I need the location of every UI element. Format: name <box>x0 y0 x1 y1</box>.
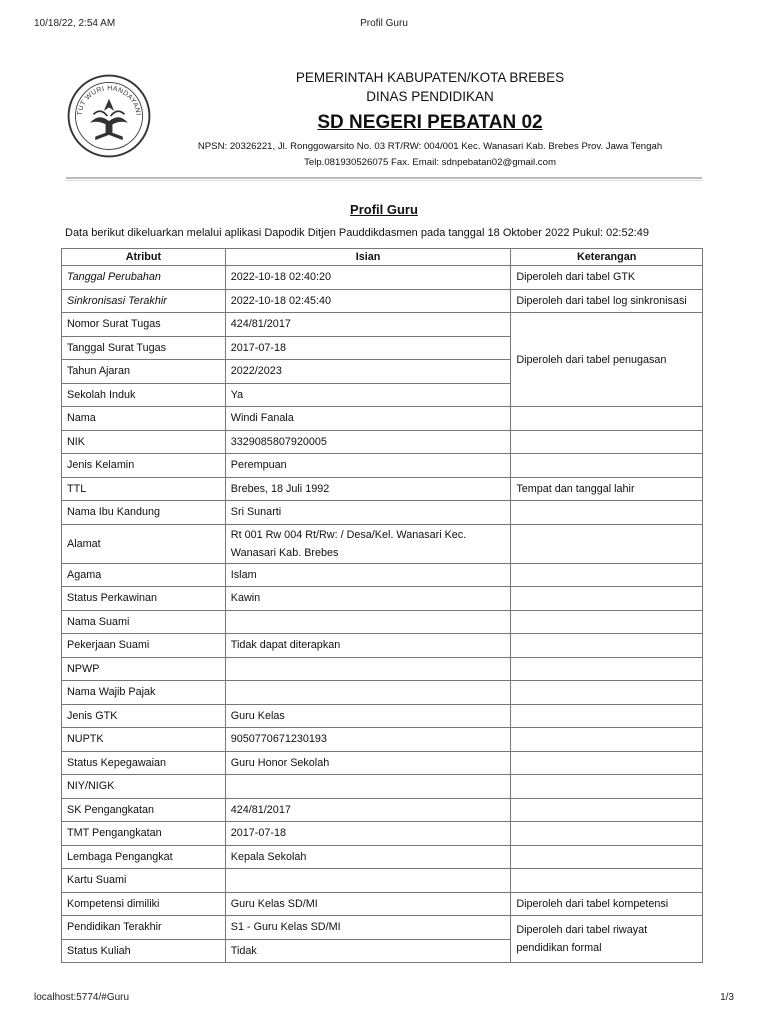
row-value: 424/81/2017 <box>225 313 511 337</box>
row-note: Diperoleh dari tabel penugasan <box>511 313 703 407</box>
row-attribute: NPWP <box>62 657 226 681</box>
row-value: 2022-10-18 02:40:20 <box>225 266 511 290</box>
row-attribute: NIY/NIGK <box>62 775 226 799</box>
table-row <box>62 313 703 337</box>
row-attribute: Alamat <box>62 524 226 563</box>
row-note <box>511 728 703 752</box>
row-note <box>511 501 703 525</box>
row-value: Guru Kelas SD/MI <box>225 892 511 916</box>
row-attribute: Pekerjaan Suami <box>62 634 226 658</box>
row-note: Diperoleh dari tabel kompetensi <box>511 892 703 916</box>
row-attribute: TTL <box>62 477 226 501</box>
row-value: 2017-07-18 <box>225 336 511 360</box>
row-note <box>511 657 703 681</box>
row-note <box>511 681 703 705</box>
table-row <box>62 610 703 634</box>
table-row <box>62 869 703 893</box>
table-row <box>62 563 703 587</box>
row-attribute: Nama <box>62 407 226 431</box>
column-header-atribut: Atribut <box>62 249 226 266</box>
table-row <box>62 822 703 846</box>
row-attribute: Nama Ibu Kandung <box>62 501 226 525</box>
table-row <box>62 587 703 611</box>
print-datetime: 10/18/22, 2:54 AM <box>34 18 116 29</box>
row-value: Tidak <box>225 939 511 963</box>
row-attribute: Status Kuliah <box>62 939 226 963</box>
school-name: SD NEGERI PEBATAN 02 <box>317 112 543 133</box>
table-row <box>62 501 703 525</box>
row-attribute: Tanggal Surat Tugas <box>62 336 226 360</box>
row-attribute: Jenis Kelamin <box>62 454 226 478</box>
row-attribute: Lembaga Pengangkat <box>62 845 226 869</box>
row-note <box>511 587 703 611</box>
row-note <box>511 454 703 478</box>
row-note <box>511 563 703 587</box>
row-attribute: Nama Suami <box>62 610 226 634</box>
svg-text:TUT WURI HANDAYANI: TUT WURI HANDAYANI <box>76 85 142 117</box>
row-attribute: Kompetensi dimiliki <box>62 892 226 916</box>
row-attribute: Status Perkawinan <box>62 587 226 611</box>
row-value: Windi Fanala <box>225 407 511 431</box>
row-value: Kepala Sekolah <box>225 845 511 869</box>
row-attribute: Nomor Surat Tugas <box>62 313 226 337</box>
row-value: Guru Honor Sekolah <box>225 751 511 775</box>
table-row <box>62 289 703 313</box>
row-value: Islam <box>225 563 511 587</box>
column-header-keterangan: Keterangan <box>511 249 703 266</box>
row-note <box>511 845 703 869</box>
row-note: Diperoleh dari tabel GTK <box>511 266 703 290</box>
row-attribute: Kartu Suami <box>62 869 226 893</box>
table-row <box>62 266 703 290</box>
row-value: Guru Kelas <box>225 704 511 728</box>
table-row <box>62 892 703 916</box>
row-attribute: Pendidikan Terakhir <box>62 916 226 940</box>
row-value: Brebes, 18 Juli 1992 <box>225 477 511 501</box>
row-value: 2022-10-18 02:45:40 <box>225 289 511 313</box>
table-row <box>62 916 703 940</box>
table-row <box>62 775 703 799</box>
table-row <box>62 477 703 501</box>
school-contact: Telp.081930526075 Fax. Email: sdnpebatan02@gmail.com <box>304 157 556 168</box>
table-row <box>62 751 703 775</box>
row-note <box>511 524 703 563</box>
table-row <box>62 430 703 454</box>
row-note <box>511 822 703 846</box>
row-value: Kawin <box>225 587 511 611</box>
profile-table <box>61 248 703 963</box>
row-note <box>511 751 703 775</box>
table-row <box>62 634 703 658</box>
table-row <box>62 681 703 705</box>
print-title: Profil Guru <box>360 18 408 29</box>
department-line: DINAS PENDIDIKAN <box>366 89 494 104</box>
row-note: Diperoleh dari tabel riwayat pendidikan formal <box>511 916 703 963</box>
document-title: Profil Guru <box>350 202 418 217</box>
row-value <box>225 869 511 893</box>
letterhead-divider <box>66 177 702 181</box>
row-value: 424/81/2017 <box>225 798 511 822</box>
letterhead <box>170 68 690 171</box>
tut-wuri-handayani-logo-icon <box>66 73 152 159</box>
document-intro: Data berikut dikeluarkan melalui aplikasi Dapodik Ditjen Pauddikdasmen pada tanggal 18 Oktober 2022 Pukul: 02:52:49 <box>65 227 649 239</box>
row-value: S1 - Guru Kelas SD/MI <box>225 916 511 940</box>
row-note <box>511 869 703 893</box>
school-address: NPSN: 20326221, Jl. Ronggowarsito No. 03 RT/RW: 004/001 Kec. Wanasari Kab. Brebes Prov. Jawa Tengah <box>197 141 663 152</box>
row-attribute: TMT Pengangkatan <box>62 822 226 846</box>
table-row <box>62 524 703 563</box>
row-value: Rt 001 Rw 004 Rt/Rw: / Desa/Kel. Wanasari Kec. Wanasari Kab. Brebes <box>225 524 511 563</box>
row-note <box>511 704 703 728</box>
row-attribute: NUPTK <box>62 728 226 752</box>
row-attribute: NIK <box>62 430 226 454</box>
row-attribute: Agama <box>62 563 226 587</box>
table-row <box>62 798 703 822</box>
row-value: Perempuan <box>225 454 511 478</box>
row-attribute: Tahun Ajaran <box>62 360 226 384</box>
row-attribute: Nama Wajib Pajak <box>62 681 226 705</box>
government-line: PEMERINTAH KABUPATEN/KOTA BREBES <box>295 70 565 85</box>
row-value <box>225 775 511 799</box>
row-value: Sri Sunarti <box>225 501 511 525</box>
table-row <box>62 845 703 869</box>
row-attribute: Jenis GTK <box>62 704 226 728</box>
table-row <box>62 657 703 681</box>
row-note <box>511 610 703 634</box>
row-value: 2017-07-18 <box>225 822 511 846</box>
row-note: Diperoleh dari tabel log sinkronisasi <box>511 289 703 313</box>
row-value <box>225 610 511 634</box>
row-attribute: Status Kepegawaian <box>62 751 226 775</box>
table-header-row <box>62 249 703 266</box>
row-attribute: Sekolah Induk <box>62 383 226 407</box>
row-value: 3329085807920005 <box>225 430 511 454</box>
row-note <box>511 798 703 822</box>
table-row <box>62 454 703 478</box>
row-attribute: SK Pengangkatan <box>62 798 226 822</box>
row-attribute: Sinkronisasi Terakhir <box>62 289 226 313</box>
row-value <box>225 681 511 705</box>
table-row <box>62 407 703 431</box>
table-row <box>62 728 703 752</box>
row-note <box>511 407 703 431</box>
table-row <box>62 704 703 728</box>
column-header-isian: Isian <box>225 249 511 266</box>
row-value: Ya <box>225 383 511 407</box>
row-value <box>225 657 511 681</box>
row-value: 2022/2023 <box>225 360 511 384</box>
row-value: Tidak dapat diterapkan <box>225 634 511 658</box>
row-note <box>511 775 703 799</box>
row-value: 9050770671230193 <box>225 728 511 752</box>
page-number: 1/3 <box>720 992 734 1003</box>
row-note: Tempat dan tanggal lahir <box>511 477 703 501</box>
row-note <box>511 430 703 454</box>
row-attribute: Tanggal Perubahan <box>62 266 226 290</box>
page-url: localhost:5774/#Guru <box>34 992 130 1003</box>
row-note <box>511 634 703 658</box>
